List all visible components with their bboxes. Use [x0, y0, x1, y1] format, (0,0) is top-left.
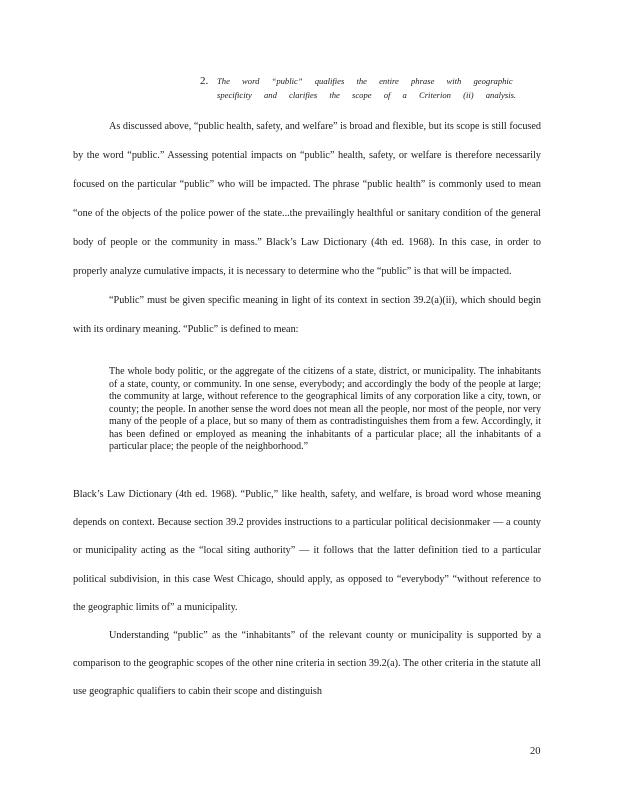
- paragraph: “Public” must be given specific meaning in light of its context in section 39.2(a)(ii), which should begin with its ordinary meaning. “Public” is defined to mean:: [73, 295, 541, 335]
- block-quote: The whole body politic, or the aggregate of the citizens of a state, district, or municipality. The inhabitants of a state, county, or community. In one sense, everybody; and accordingly the body of the people at large; the community at large, without reference to the geographical limits of any corporation like a city, town, or county; the people. In another sense the word does not mean all the people, nor most of the people, nor very many of the people of a place, but so many of them as contradistinguishes them from a few. Accordingly, it has been defined or employed as meaning the inhabitants of a particular place; all the inhabitants of a particular place; the people of the neighborhood.”: [109, 366, 541, 452]
- paragraph: Understanding “public” as the “inhabitants” of the relevant county or municipality is supported by a comparison to the geographic scopes of the other nine criteria in section 39.2(a). The other criteria in the statute all use geographic qualifiers to cabin their scope and distinguish: [73, 630, 541, 698]
- body-text-bottom: [73, 481, 541, 707]
- section-heading-text: The word “public” qualifies the entire phrase with geographic specificity and clarifies the scope of a Criterion (ii) analysis.: [217, 76, 517, 100]
- paragraph: As discussed above, “public health, safety, and welfare” is broad and flexible, but its scope is still focused by the word “public.” Assessing potential impacts on “public” health, safety, or welfare is therefore necessarily focused on the particular “public” who will be impacted. The phrase “public health” is commonly used to mean “one of the objects of the police power of the state...the prevailingly healthful or sanitary condition of the general body of people or the community in mass.” Black’s Law Dictionary (4th ed. 1968). In this case, in order to properly analyze cumulative impacts, it is necessary to determine who the “public” is that will be impacted.: [73, 121, 541, 277]
- body-text-top: [73, 112, 541, 344]
- page-number: 20: [530, 746, 541, 757]
- paragraph: Black’s Law Dictionary (4th ed. 1968). “Public,” like health, safety, and welfare, is broad word whose meaning depends on context. Because section 39.2 provides instructions to a particular political decisionmaker — a county or municipality acting as the “local siting authority” — it follows that the latter definition tied to a particular political subdivision, in this case West Chicago, should apply, as opposed to “everybody” “without reference to the geographic limits of” a municipality.: [73, 489, 541, 613]
- section-heading: [200, 74, 530, 102]
- section-number: 2.: [200, 75, 209, 87]
